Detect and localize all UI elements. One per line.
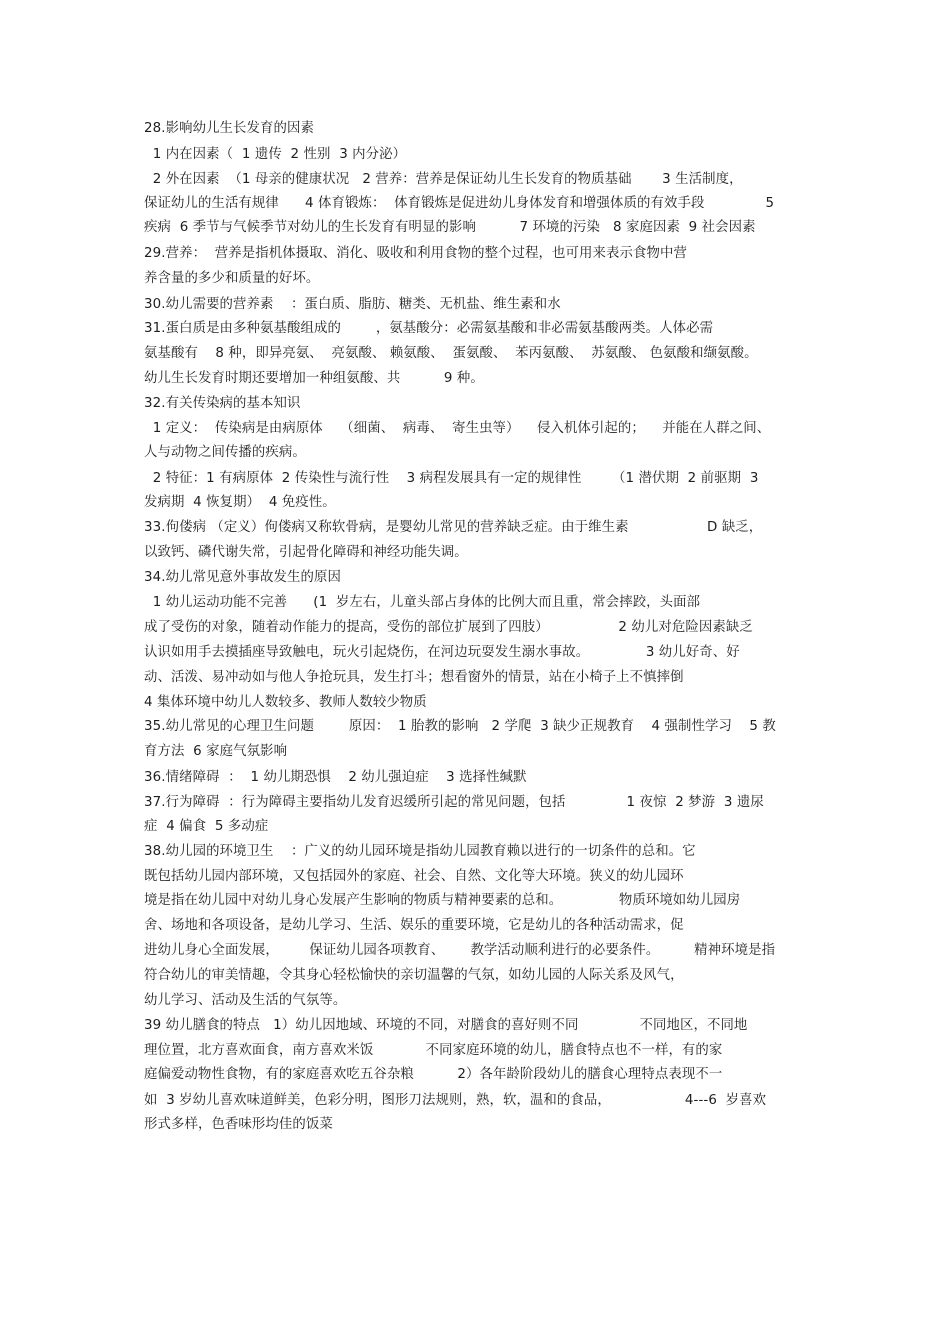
text-line: 成了受伤的对象，随着动作能力的提高，受伤的部位扩展到了四肢） 2 幼儿对危险因素缺乏: [144, 620, 753, 635]
text-line: 既包括幼儿园内部环境，又包括园外的家庭、社会、自然、文化等大环境。狭义的幼儿园环: [144, 869, 684, 884]
heading-35: 35.幼儿常见的心理卫生问题 原因： 1 胎教的影响 2 学爬 3 缺少正规教育 4 强制性学习 5 教: [144, 719, 776, 734]
heading-32: 32.有关传染病的基本知识: [144, 396, 301, 411]
text-line: 发病期 4 恢复期） 4 免疫性。: [144, 495, 336, 510]
heading-36: 36.情绪障碍 ： 1 幼儿期恐惧 2 幼儿强迫症 3 选择性缄默: [144, 770, 527, 785]
text-line: 认识如用手去摸插座导致触电，玩火引起烧伤，在河边玩耍发生溺水事故。 3 幼儿好奇、好: [144, 645, 740, 660]
text-line: 氨基酸有 8 种，即异亮氨、 亮氨酸、 赖氨酸、 蛋氨酸、 苯丙氨酸、 苏氨酸、 色氨酸和缬氨酸。: [144, 346, 758, 361]
text-line: 如 3 岁幼儿喜欢味道鲜美，色彩分明，图形刀法规则，熟，软，温和的食品， 4---6 岁喜欢: [144, 1093, 767, 1108]
text-line: 舍、场地和各项设备，是幼儿学习、生活、娱乐的重要环境，它是幼儿的各种活动需求，促: [144, 918, 684, 933]
text-line: 1 幼儿运动功能不完善 (1 岁左右，儿童头部占身体的比例大而且重，常会摔跤，头面部: [144, 595, 701, 610]
text-line: 符合幼儿的审美情趣，令其身心轻松愉快的亲切温馨的气氛，如幼儿园的人际关系及风气，: [144, 968, 684, 983]
text-line: 庭偏爱动物性食物，有的家庭喜欢吃五谷杂粮 2）各年龄阶段幼儿的膳食心理特点表现不一: [144, 1067, 723, 1082]
heading-39: 39 幼儿膳食的特点 1）幼儿因地域、环境的不同，对膳食的喜好则不同 不同地区，不同地: [144, 1018, 748, 1033]
text-line: 动、活泼、易冲动如与他人争抢玩具，发生打斗；想看窗外的情景，站在小椅子上不慎摔倒: [144, 670, 684, 685]
heading-29: 29.营养： 营养是指机体摄取、消化、吸收和利用食物的整个过程，也可用来表示食物中营: [144, 246, 687, 261]
heading-34: 34.幼儿常见意外事故发生的原因: [144, 570, 341, 585]
text-line: 人与动物之间传播的疾病。: [144, 445, 306, 460]
text-line: 症 4 偏食 5 多动症: [144, 819, 269, 834]
heading-33: 33.佝偻病 （定义）佝偻病又称软骨病，是婴幼儿常见的营养缺乏症。由于维生素 D 缺乏，: [144, 520, 763, 535]
text-line: 1 内在因素（ 1 遗传 2 性别 3 内分泌）: [144, 147, 407, 162]
text-line: 理位置，北方喜欢面食，南方喜欢米饭 不同家庭环境的幼儿，膳食特点也不一样，有的家: [144, 1043, 723, 1058]
text-line: 幼儿学习、活动及生活的气氛等。: [144, 993, 347, 1008]
text-line: 境是指在幼儿园中对幼儿身心发展产生影响的物质与精神要素的总和。 物质环境如幼儿园房: [144, 893, 741, 908]
heading-31: 31.蛋白质是由多种氨基酸组成的 ，氨基酸分：必需氨基酸和非必需氨基酸两类。人体必需: [144, 321, 714, 336]
heading-37: 37.行为障碍 ：行为障碍主要指幼儿发育迟缓所引起的常见问题，包括 1 夜惊 2 梦游 3 遗尿: [144, 795, 764, 810]
text-line: 形式多样，色香味形均佳的饭菜: [144, 1117, 333, 1132]
text-line: 进幼儿身心全面发展， 保证幼儿园各项教育、 教学活动顺利进行的必要条件。 精神环境是指: [144, 943, 776, 958]
text-line: 疾病 6 季节与气候季节对幼儿的生长发育有明显的影响 7 环境的污染 8 家庭因素 9 社会因素: [144, 220, 756, 235]
text-line: 4 集体环境中幼儿人数较多、教师人数较少物质: [144, 695, 427, 710]
text-line: 保证幼儿的生活有规律 4 体育锻炼： 体育锻炼是促进幼儿身体发育和增强体质的有效手段 5: [144, 196, 775, 211]
text-line: 1 定义： 传染病是由病原体 （细菌、 病毒、 寄生虫等） 侵入机体引起的； 并能在人群之间、: [144, 421, 771, 436]
text-line: 育方法 6 家庭气氛影响: [144, 744, 288, 759]
text-line: 幼儿生长发育时期还要增加一种组氨酸、共 9 种。: [144, 371, 484, 386]
heading-38: 38.幼儿园的环境卫生 ：广义的幼儿园环境是指幼儿园教育赖以进行的一切条件的总和。它: [144, 844, 696, 859]
text-line: 2 特征：1 有病原体 2 传染性与流行性 3 病程发展具有一定的规律性 （1 潜伏期 2 前驱期 3: [144, 471, 759, 486]
text-line: 以致钙、磷代谢失常，引起骨化障碍和神经功能失调。: [144, 545, 468, 560]
text-line: 养含量的多少和质量的好坏。: [144, 271, 320, 286]
text-line: 2 外在因素 （1 母亲的健康状况 2 营养：营养是保证幼儿生长发育的物质基础 3 生活制度，: [144, 172, 743, 187]
heading-28: 28.影响幼儿生长发育的因素: [144, 121, 314, 136]
heading-30: 30.幼儿需要的营养素 ：蛋白质、脂肪、糖类、无机盐、维生素和水: [144, 297, 561, 312]
